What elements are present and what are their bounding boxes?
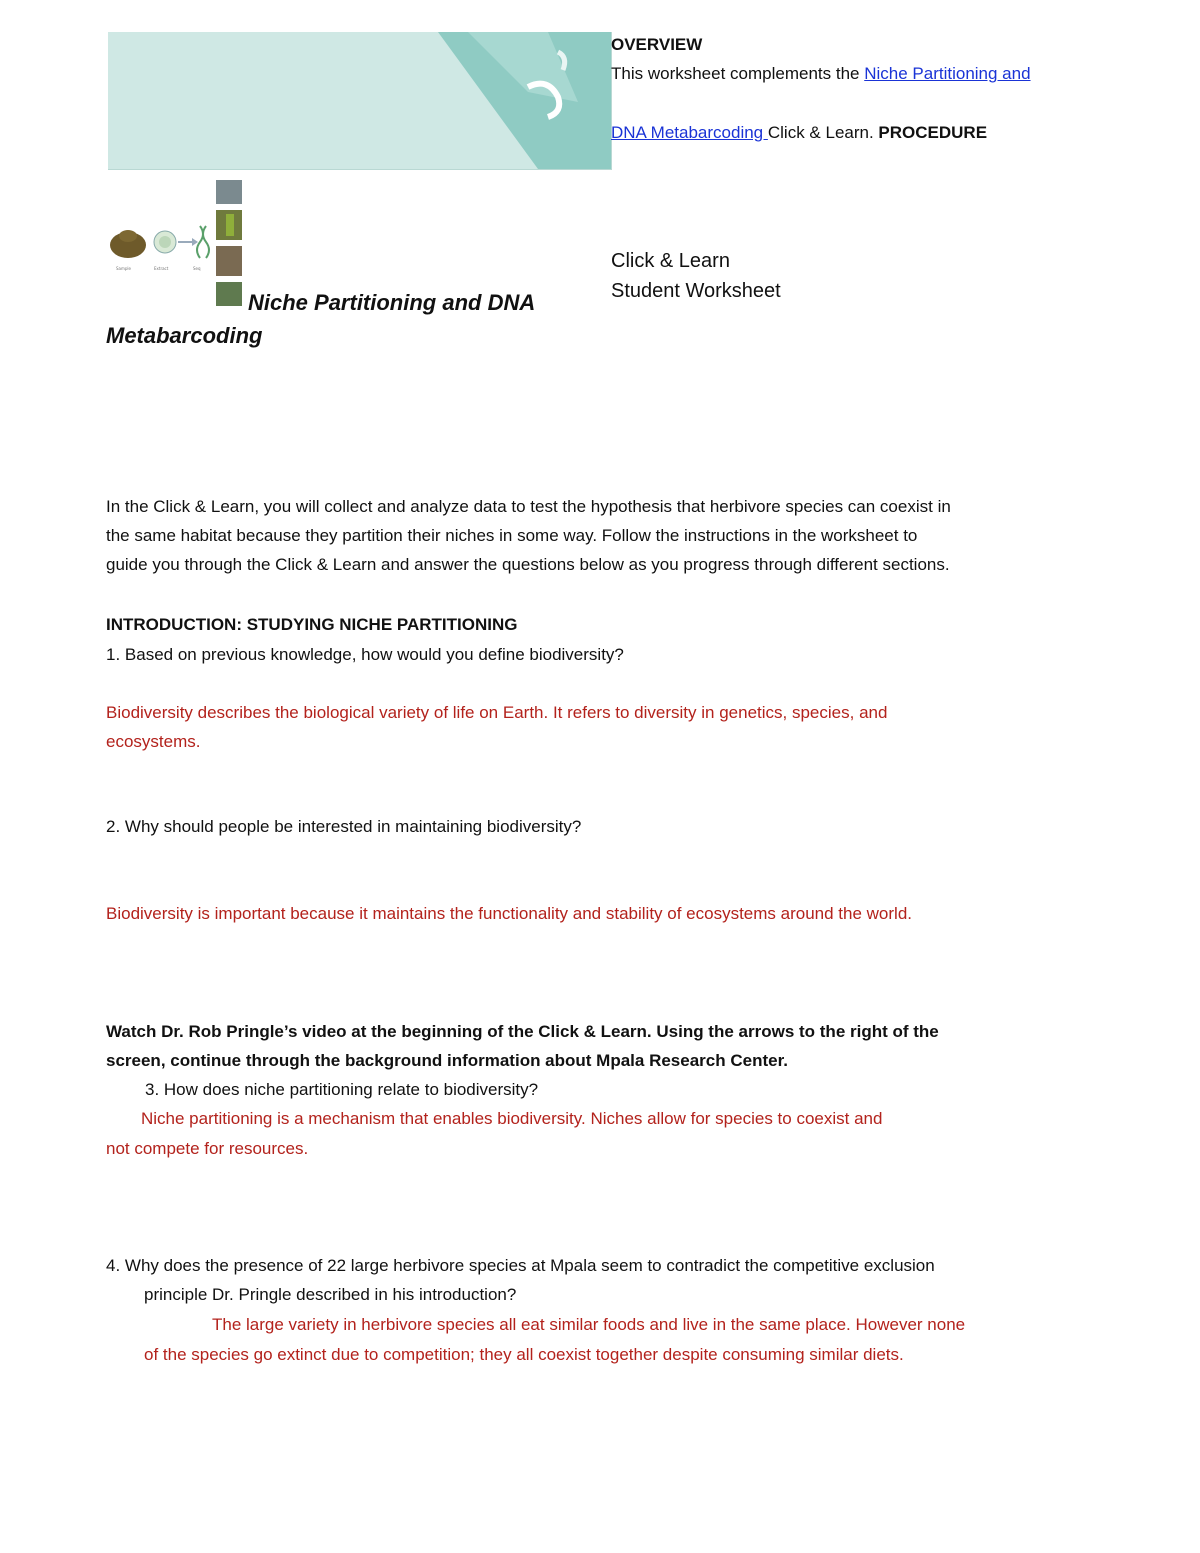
question-2: 2. Why should people be interested in maintaining biodiversity?: [106, 817, 582, 836]
answer-4-line-1: The large variety in herbivore species all eat similar foods and live in the same place. However none: [212, 1315, 966, 1334]
page-title-line-1: Niche Partitioning and DNA: [248, 290, 536, 315]
svg-text:Extract: Extract: [154, 266, 169, 271]
click-learn-label: Click & Learn: [611, 250, 730, 272]
overview-heading: OVERVIEW: [611, 35, 703, 54]
lab-tube-icon: [154, 231, 176, 253]
dna-icon: [197, 226, 209, 258]
dung-sample-icon: [110, 230, 146, 258]
answer-3-line-2: not compete for resources.: [106, 1139, 309, 1158]
metabarcoding-process-illustration: [108, 178, 248, 308]
section-heading: INTRODUCTION: STUDYING NICHE PARTITIONING: [106, 615, 518, 634]
arrow-right-icon: [178, 238, 198, 246]
question-4-line-1: 4. Why does the presence of 22 large herbivore species at Mpala seem to contradict the competitive exclusion: [106, 1256, 935, 1275]
overview-line-1: [611, 63, 1031, 85]
overview-intro-text: This worksheet complements the: [611, 64, 865, 83]
svg-text:Sample: Sample: [116, 266, 131, 271]
intro-line-2: the same habitat because they partition their niches in some way. Follow the instructions in the worksheet to: [106, 526, 918, 545]
watch-instruction-line-2: screen, continue through the background information about Mpala Research Center.: [106, 1051, 788, 1070]
click-learn-text: Click & Learn.: [767, 123, 879, 142]
overview-line-2: [611, 122, 987, 144]
dna-metabarcoding-link[interactable]: DNA Metabarcoding: [611, 123, 768, 142]
svg-text:Seq: Seq: [193, 266, 201, 271]
student-worksheet-label: Student Worksheet: [611, 280, 781, 302]
answer-2: Biodiversity is important because it maintains the functionality and stability of ecosystems around the world.: [106, 904, 913, 923]
procedure-heading: PROCEDURE: [878, 123, 988, 142]
banner-decoration: [108, 32, 611, 169]
answer-1-line-2: ecosystems.: [106, 732, 201, 751]
header-banner: [108, 32, 612, 170]
intro-line-1: In the Click & Learn, you will collect and analyze data to test the hypothesis that herbivore species can coexist in: [106, 497, 951, 516]
watch-instruction-line-1: Watch Dr. Rob Pringle’s video at the beginning of the Click & Learn. Using the arrows to the right of the: [106, 1022, 939, 1041]
question-3: 3. How does niche partitioning relate to biodiversity?: [145, 1080, 539, 1099]
answer-3-line-1: Niche partitioning is a mechanism that enables biodiversity. Niches allow for species to coexist and: [141, 1109, 883, 1128]
plant-thumbnails: [216, 180, 242, 306]
niche-partitioning-link[interactable]: Niche Partitioning and: [864, 64, 1031, 83]
page-title-line-2: Metabarcoding: [106, 323, 263, 348]
answer-4-line-2: of the species go extinct due to competition; they all coexist together despite consuming similar diets.: [144, 1345, 904, 1364]
question-4-line-2: principle Dr. Pringle described in his introduction?: [144, 1285, 517, 1304]
intro-line-3: guide you through the Click & Learn and answer the questions below as you progress through different sections.: [106, 555, 950, 574]
answer-1-line-1: Biodiversity describes the biological variety of life on Earth. It refers to diversity in genetics, species, and: [106, 703, 888, 722]
question-1: 1. Based on previous knowledge, how would you define biodiversity?: [106, 645, 624, 664]
